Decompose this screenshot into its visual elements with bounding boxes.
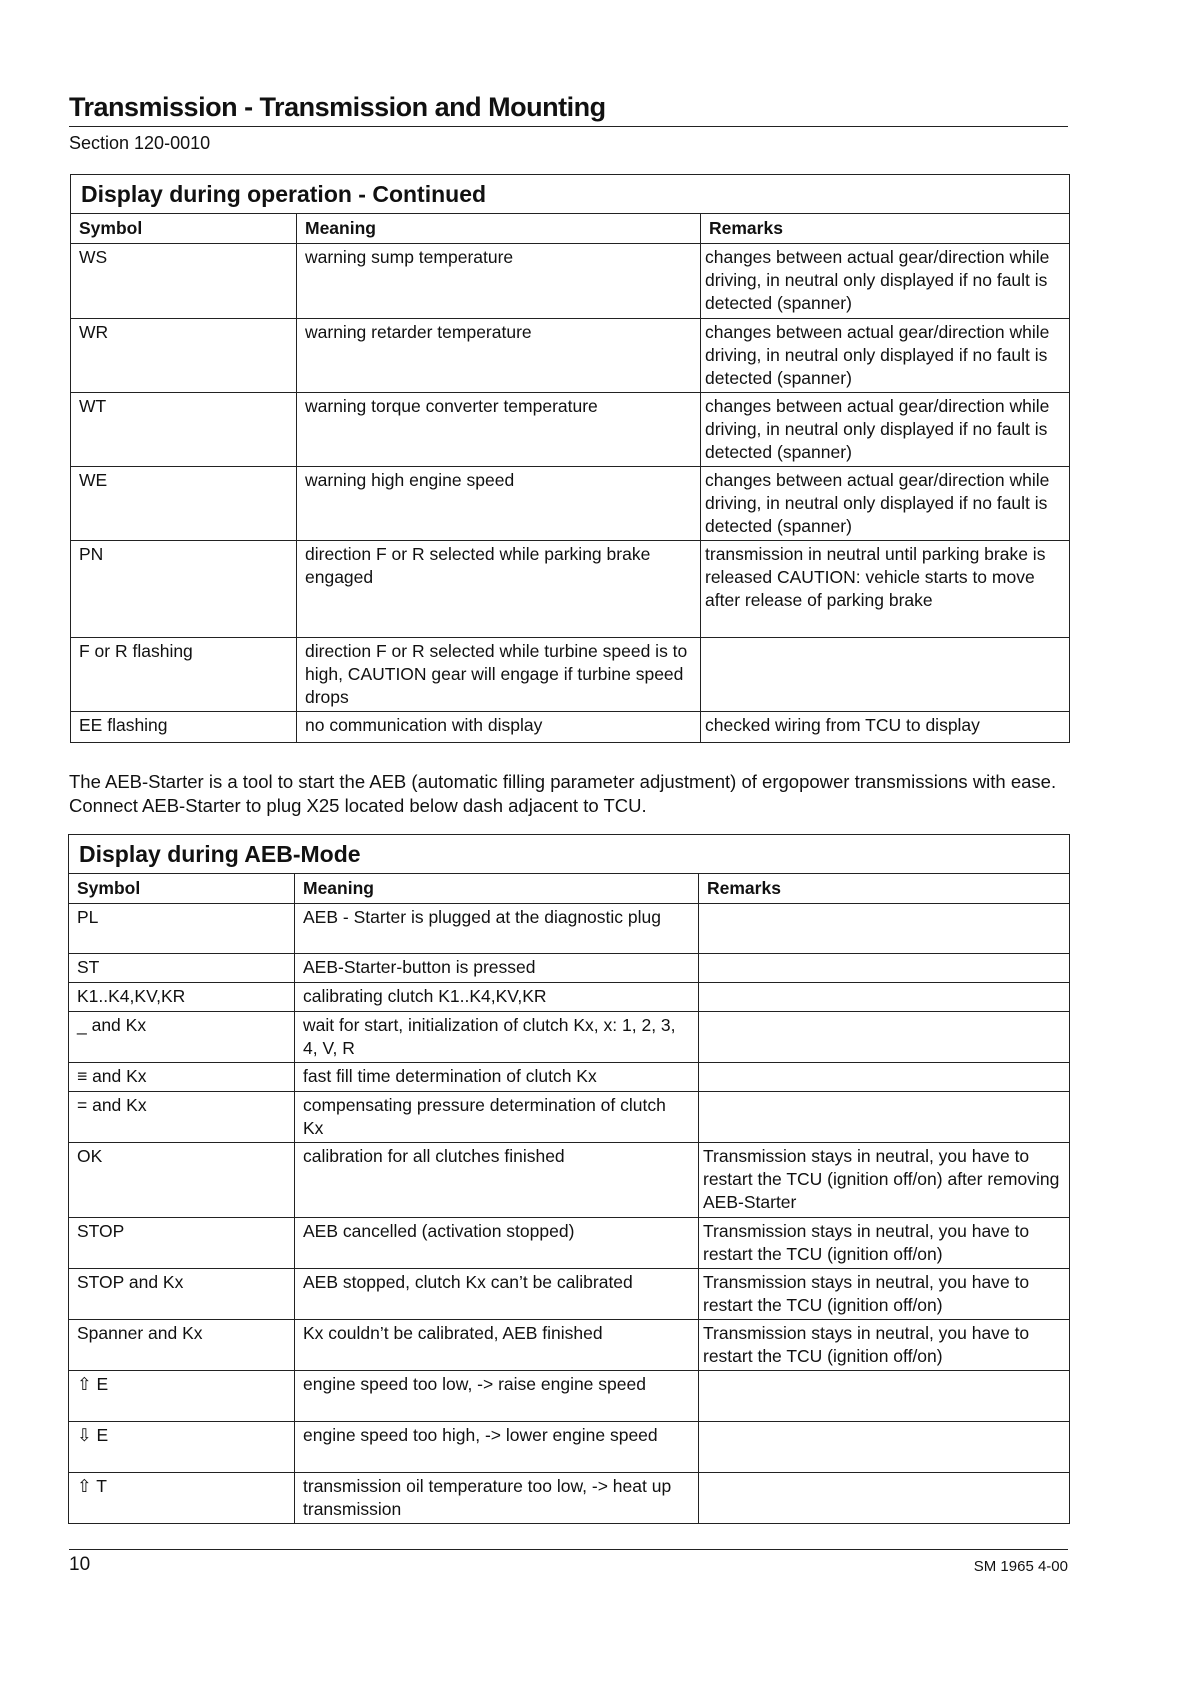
remarks-cell [699, 983, 1070, 1012]
remarks-cell [699, 1473, 1070, 1524]
meaning-cell: transmission oil temperature too low, -> heat up transmission [295, 1473, 699, 1524]
table-row [69, 1092, 1070, 1143]
table-row [71, 393, 1070, 467]
meaning-cell: calibrating clutch K1..K4,KV,KR [295, 983, 699, 1012]
meaning-cell: no communication with display [297, 712, 701, 743]
remarks-cell [699, 1092, 1070, 1143]
symbol-cell: STOP and Kx [69, 1269, 295, 1320]
remarks-cell: Transmission stays in neutral, you have to restart the TCU (ignition off/on) [699, 1269, 1070, 1320]
table-row [69, 1371, 1070, 1422]
symbol-cell: ⇩ E [69, 1422, 295, 1473]
symbol-cell: WE [71, 467, 297, 541]
document-code: SM 1965 4-00 [973, 1558, 1068, 1575]
column-header-symbol: Symbol [69, 874, 295, 904]
table-title: Display during AEB-Mode [69, 835, 1070, 874]
table-row [71, 541, 1070, 638]
symbol-cell: K1..K4,KV,KR [69, 983, 295, 1012]
column-header-symbol: Symbol [71, 214, 297, 244]
meaning-cell: AEB-Starter-button is pressed [295, 954, 699, 983]
table-row [71, 467, 1070, 541]
meaning-cell: compensating pressure determination of clutch Kx [295, 1092, 699, 1143]
meaning-cell: wait for start, initialization of clutch Kx, x: 1, 2, 3, 4, V, R [295, 1012, 699, 1063]
symbol-cell: ⇧ T [69, 1473, 295, 1524]
table-row [71, 638, 1070, 712]
table-row [71, 244, 1070, 319]
column-header-remarks: Remarks [699, 874, 1070, 904]
symbol-cell: WR [71, 319, 297, 393]
meaning-cell: AEB cancelled (activation stopped) [295, 1218, 699, 1269]
symbol-cell: EE flashing [71, 712, 297, 743]
remarks-cell: Transmission stays in neutral, you have to restart the TCU (ignition off/on) [699, 1218, 1070, 1269]
symbol-cell: WS [71, 244, 297, 319]
meaning-cell: direction F or R selected while parking brake engaged [297, 541, 701, 638]
remarks-cell [701, 638, 1070, 712]
column-header-meaning: Meaning [297, 214, 701, 244]
page-number: 10 [69, 1554, 91, 1575]
remarks-cell: changes between actual gear/direction while driving, in neutral only displayed if no fault is detected (spanner) [701, 467, 1070, 541]
symbol-cell: ≡ and Kx [69, 1063, 295, 1092]
aeb-mode-display-table [68, 834, 1070, 1524]
symbol-cell: PL [69, 904, 295, 954]
meaning-cell: warning torque converter temperature [297, 393, 701, 467]
remarks-cell [699, 1422, 1070, 1473]
meaning-cell: direction F or R selected while turbine speed is to high, CAUTION gear will engage if turbine speed drops [297, 638, 701, 712]
remarks-cell: transmission in neutral until parking brake is released CAUTION: vehicle starts to move after release of parking brake [701, 541, 1070, 638]
meaning-cell: warning retarder temperature [297, 319, 701, 393]
symbol-cell: OK [69, 1143, 295, 1218]
table-row [69, 954, 1070, 983]
section-number: Section 120-0010 [69, 133, 211, 153]
meaning-cell: calibration for all clutches finished [295, 1143, 699, 1218]
meaning-cell: AEB stopped, clutch Kx can’t be calibrated [295, 1269, 699, 1320]
table-row [69, 1422, 1070, 1473]
column-header-remarks: Remarks [701, 214, 1070, 244]
meaning-cell: AEB - Starter is plugged at the diagnostic plug [295, 904, 699, 954]
symbol-cell: ST [69, 954, 295, 983]
remarks-cell: changes between actual gear/direction while driving, in neutral only displayed if no fault is detected (spanner) [701, 319, 1070, 393]
remarks-cell: changes between actual gear/direction while driving, in neutral only displayed if no fault is detected (spanner) [701, 393, 1070, 467]
aeb-starter-description: The AEB-Starter is a tool to start the AEB (automatic filling parameter adjustment) of ergopower transmissions with ease. Connect AEB-Starter to plug X25 located below dash adjacent to TCU. [69, 771, 1057, 816]
symbol-cell: WT [71, 393, 297, 467]
symbol-cell: PN [71, 541, 297, 638]
column-header-meaning: Meaning [295, 874, 699, 904]
table-row [69, 1218, 1070, 1269]
remarks-cell [699, 904, 1070, 954]
symbol-cell: Spanner and Kx [69, 1320, 295, 1371]
symbol-cell: ⇧ E [69, 1371, 295, 1422]
meaning-cell: fast fill time determination of clutch Kx [295, 1063, 699, 1092]
meaning-cell: warning high engine speed [297, 467, 701, 541]
table-row [69, 1012, 1070, 1063]
symbol-cell: = and Kx [69, 1092, 295, 1143]
remarks-cell: changes between actual gear/direction while driving, in neutral only displayed if no fault is detected (spanner) [701, 244, 1070, 319]
table-row [71, 712, 1070, 743]
page-title: Transmission - Transmission and Mounting [69, 92, 606, 122]
table-row [69, 983, 1070, 1012]
table-title: Display during operation - Continued [71, 175, 1070, 214]
remarks-cell: Transmission stays in neutral, you have to restart the TCU (ignition off/on) [699, 1320, 1070, 1371]
symbol-cell: F or R flashing [71, 638, 297, 712]
meaning-cell: engine speed too low, -> raise engine speed [295, 1371, 699, 1422]
header-divider [69, 126, 1068, 127]
table-row [69, 904, 1070, 954]
table-row [69, 1269, 1070, 1320]
remarks-cell [699, 1063, 1070, 1092]
footer-divider [69, 1549, 1068, 1550]
table-row [69, 1473, 1070, 1524]
meaning-cell: Kx couldn’t be calibrated, AEB finished [295, 1320, 699, 1371]
remarks-cell [699, 1371, 1070, 1422]
symbol-cell: STOP [69, 1218, 295, 1269]
table-row [71, 319, 1070, 393]
symbol-cell: _ and Kx [69, 1012, 295, 1063]
remarks-cell: Transmission stays in neutral, you have to restart the TCU (ignition off/on) after removing AEB-Starter [699, 1143, 1070, 1218]
remarks-cell [699, 1012, 1070, 1063]
meaning-cell: engine speed too high, -> lower engine speed [295, 1422, 699, 1473]
operation-display-table [70, 174, 1070, 743]
meaning-cell: warning sump temperature [297, 244, 701, 319]
table-row [69, 1320, 1070, 1371]
remarks-cell [699, 954, 1070, 983]
table-row [69, 1063, 1070, 1092]
table-row [69, 1143, 1070, 1218]
remarks-cell: checked wiring from TCU to display [701, 712, 1070, 743]
